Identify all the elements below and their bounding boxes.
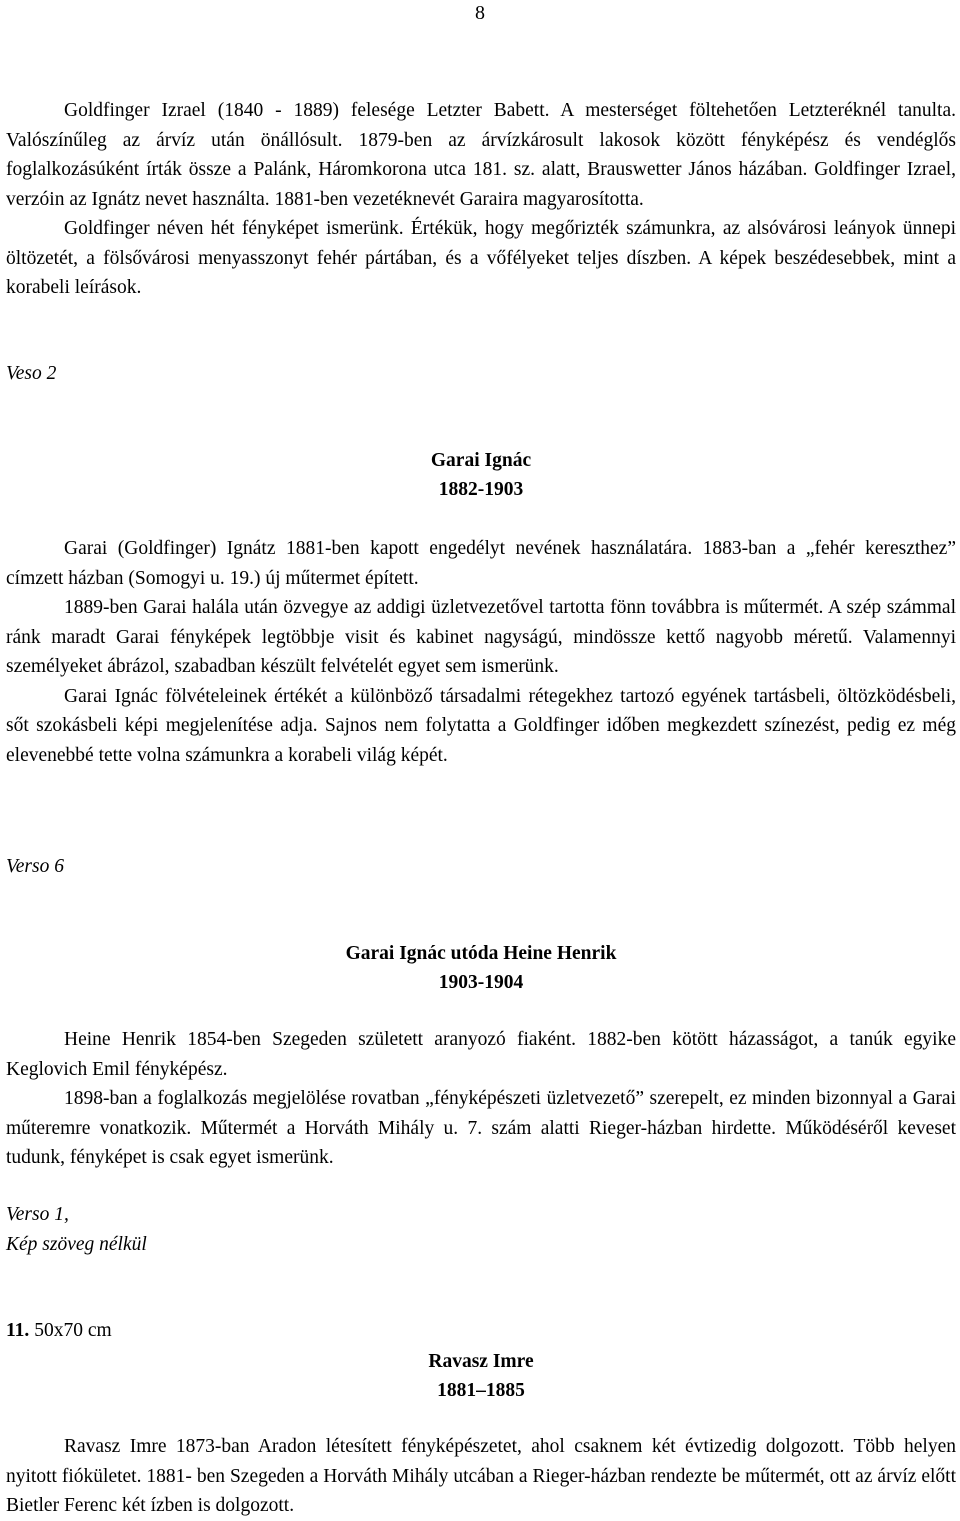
section-ravasz-body — [6, 1432, 956, 1521]
garai-paragraph-1: Garai (Goldfinger) Ignátz 1881-ben kapott engedélyt nevének használatára. 1883-ban a „fehér kereszthez” címzett házban (Somogyi u. 19.) új műtermet épített. — [6, 538, 956, 589]
section-garai — [6, 446, 956, 504]
heine-paragraph-1: Heine Henrik 1854-ben Szegeden született aranyozó fiaként. 1882-ben kötött házasságot, a tanúk egyike Keglovich Emil fényképész. — [6, 1029, 956, 1080]
section-years: 1903-1904 — [438, 972, 524, 993]
verso-label-text: Veso 2 — [6, 363, 57, 384]
section-garai-body — [6, 534, 956, 770]
garai-paragraph-3: Garai Ignác fölvételeinek értékét a különböző társadalmi rétegekhez tartozó egyének tartásbeli, öltözködésbeli, sőt szokásbeli képi megjelenítése adja. Sajnos nem folytatta a Goldfinger időben megkezdett színezést, pedig ez még elevenebbé tette volna számunkra a korabeli világ képét. — [6, 685, 956, 766]
item-caption — [6, 1316, 956, 1346]
section-heine — [6, 939, 956, 997]
section-title: Garai Ignác utóda Heine Henrik — [345, 943, 617, 964]
heine-paragraph-2: 1898-ban a foglalkozás megjelölése rovatban „fényképészeti üzletvezető” szerepelt, ez minden bizonnyal a Garai műteremre vonatkozik. Műtermét a Horváth Mihály u. 7. szám alatti Rieger-házban hirdette. Működéséről keveset tudunk, fényképet is csak egyet ismerünk. — [6, 1088, 956, 1168]
verso-label-text: Verso 6 — [6, 856, 64, 877]
section-years: 1881–1885 — [437, 1380, 525, 1401]
verso-label-2 — [6, 852, 956, 882]
section-title: Garai Ignác — [430, 450, 532, 471]
section-heine-body — [6, 1025, 956, 1173]
section-ravasz — [6, 1347, 956, 1405]
ravasz-paragraph-1: Ravasz Imre 1873-ban Aradon létesített fényképészetet, ahol csaknem két évtizedig dolgozott. Több helyen nyitott fiókületet. 1881- ben Szegeden a Horváth Mihály utcában a Rieger-házban rendezte be műtermét, ott az árvíz előtt Bietler Ferenc két ízben is dolgozott. — [6, 1436, 956, 1516]
verso-label-text: Kép szöveg nélkül — [6, 1233, 147, 1255]
page-number: 8 — [475, 2, 485, 24]
verso-label-text: Verso 1, — [6, 1204, 69, 1225]
garai-paragraph-2: 1889-ben Garai halála után özvegye az addigi üzletvezetővel tartotta fönn továbbra is műtermét. A szép számmal ránk maradt Garai fényképek legtöbbje visit és kabinet nagyságú, mindössze kettő nagyobb méretű. Valamennyi személyeket ábrázol, szabadban készült felvételét egyet sem ismerünk. — [6, 597, 956, 677]
item-size: 50x70 cm — [29, 1320, 112, 1341]
item-number: 11. — [6, 1320, 30, 1341]
section-title: Ravasz Imre — [428, 1351, 534, 1372]
intro-section — [6, 96, 956, 303]
intro-paragraph-2: Goldfinger néven hét fényképet ismerünk. Értékük, hogy megőrizték számunkra, az alsóvárosi leányok ünnepi öltözetét, a fölsővárosi menyasszonyt fehér pártában, és a vőfélyeket teljes díszben. A képek beszédesebbek, mint a korabeli leírások. — [6, 218, 956, 298]
verso-label-1 — [6, 359, 956, 389]
intro-paragraph-1: Goldfinger Izrael (1840 - 1889) felesége Letzter Babett. A mesterséget föltehetően Letzteréknél tanulta. Valószínűleg az árvíz után önállósult. 1879-ben az árvízkárosult lakosok között fényképész és vendéglős foglalkozásúként írták össze a Palánk, Háromkorona utca 181. sz. alatt, Brauswetter János házában. Goldfinger Izrael, verzóin az Ignátz nevet használta. 1881-ben vezetéknevét Garaira magyarosította. — [6, 100, 956, 210]
verso-label-3 — [6, 1200, 956, 1259]
section-years: 1882-1903 — [438, 479, 524, 500]
